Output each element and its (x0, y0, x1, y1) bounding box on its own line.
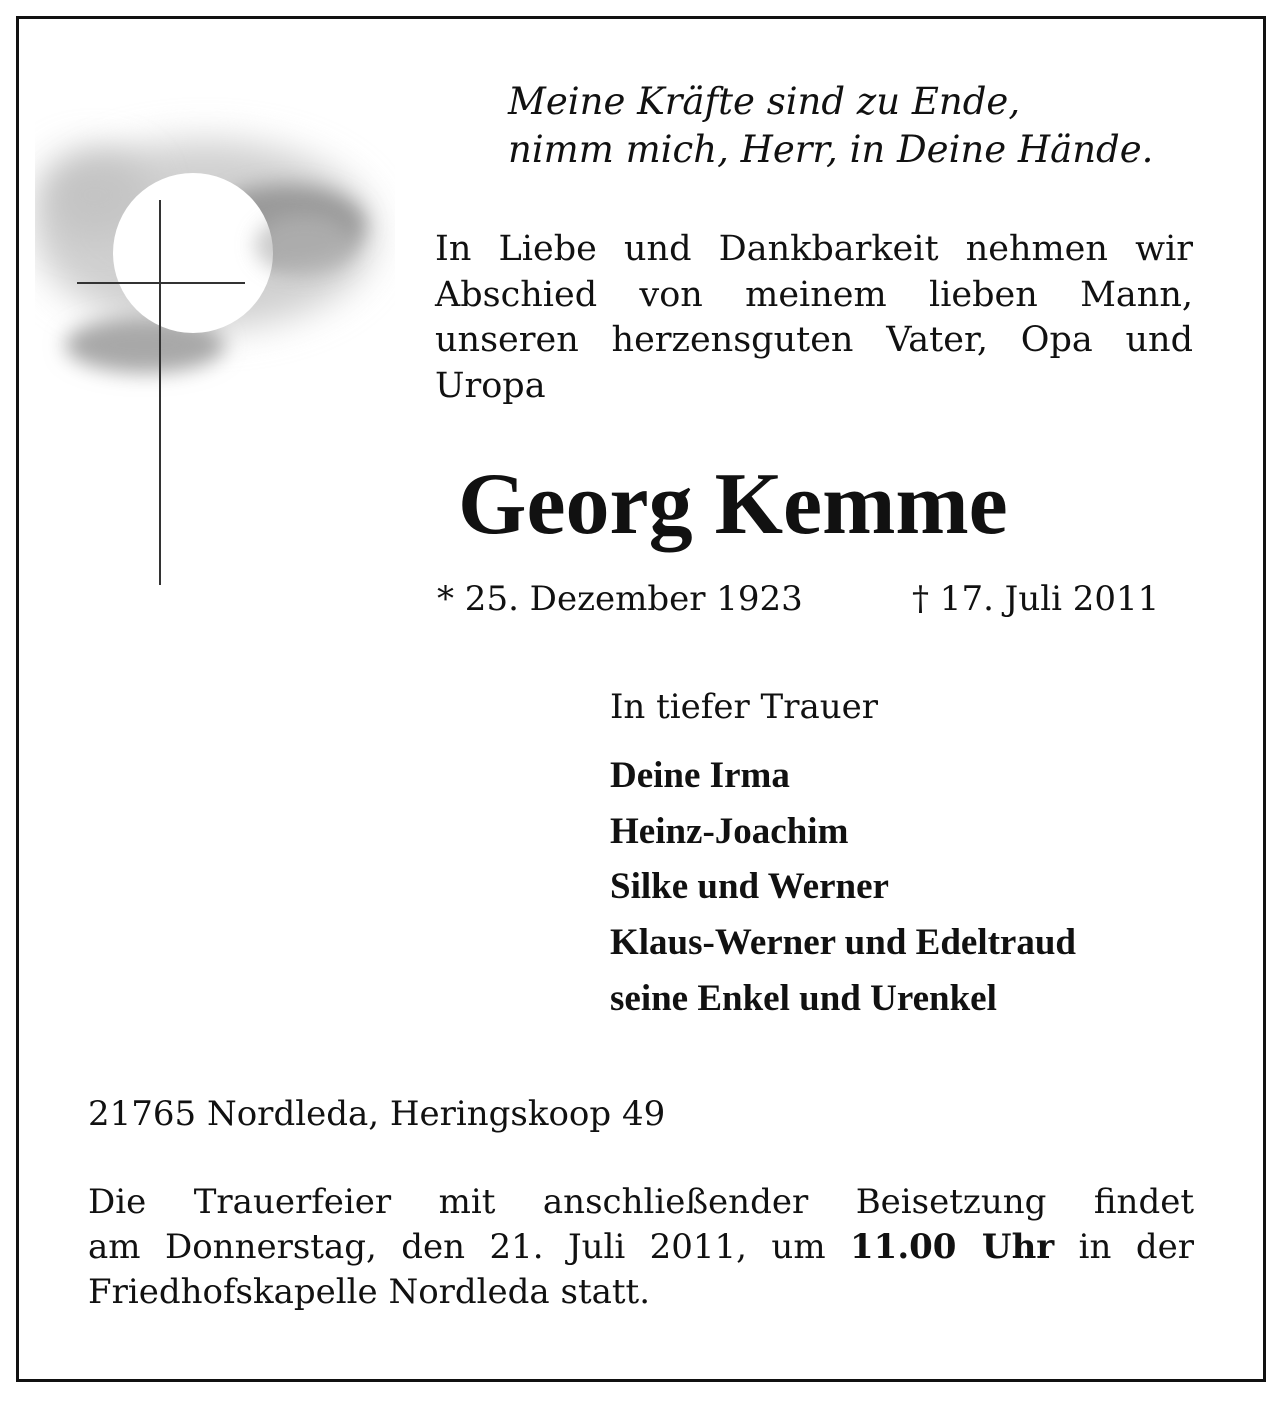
intro-text (435, 227, 1193, 409)
intro-line: In Liebe und Dankbarkeit nehmen wir (435, 229, 1193, 269)
intro-line: Abschied von meinem lieben Mann, (435, 274, 1193, 315)
service-line: Die Trauerfeier mit anschließender Beisetzung findet (88, 1182, 1194, 1222)
service-time: 11.00 Uhr (850, 1227, 1055, 1267)
intro-line: unseren herzensguten Vater, Opa und (435, 320, 1193, 360)
death-date: † 17. Juli 2011 (912, 579, 1160, 619)
mourner-name: Silke und Werner (610, 866, 889, 908)
mourning-heading: In tiefer Trauer (610, 687, 879, 727)
service-text: am Donnerstag, den 21. Juli 2011, um (88, 1227, 850, 1267)
mourner-name: seine Enkel und Urenkel (610, 977, 997, 1019)
address: 21765 Nordleda, Heringskoop 49 (88, 1094, 666, 1134)
service-line: Friedhofskapelle Nordleda statt. (88, 1272, 651, 1312)
mourner-name: Klaus-Werner und Edeltraud (610, 922, 1077, 964)
service-text: in der (1054, 1227, 1194, 1267)
mourners-list (610, 748, 1076, 1026)
mourner-name: Deine Irma (610, 755, 790, 796)
cross-with-moon-icon (35, 95, 395, 595)
motto-verse (508, 78, 1153, 174)
motto-line: nimm mich, Herr, in Deine Hände. (508, 128, 1154, 171)
birth-date: * 25. Dezember 1923 (437, 579, 803, 619)
deceased-name: Georg Kemme (458, 456, 1008, 553)
motto-line: Meine Kräfte sind zu Ende, (508, 80, 1021, 123)
intro-line: Uropa (435, 365, 546, 406)
mourner-name: Heinz-Joachim (610, 810, 849, 852)
service-line (88, 1225, 1194, 1270)
service-notice (88, 1180, 1194, 1315)
